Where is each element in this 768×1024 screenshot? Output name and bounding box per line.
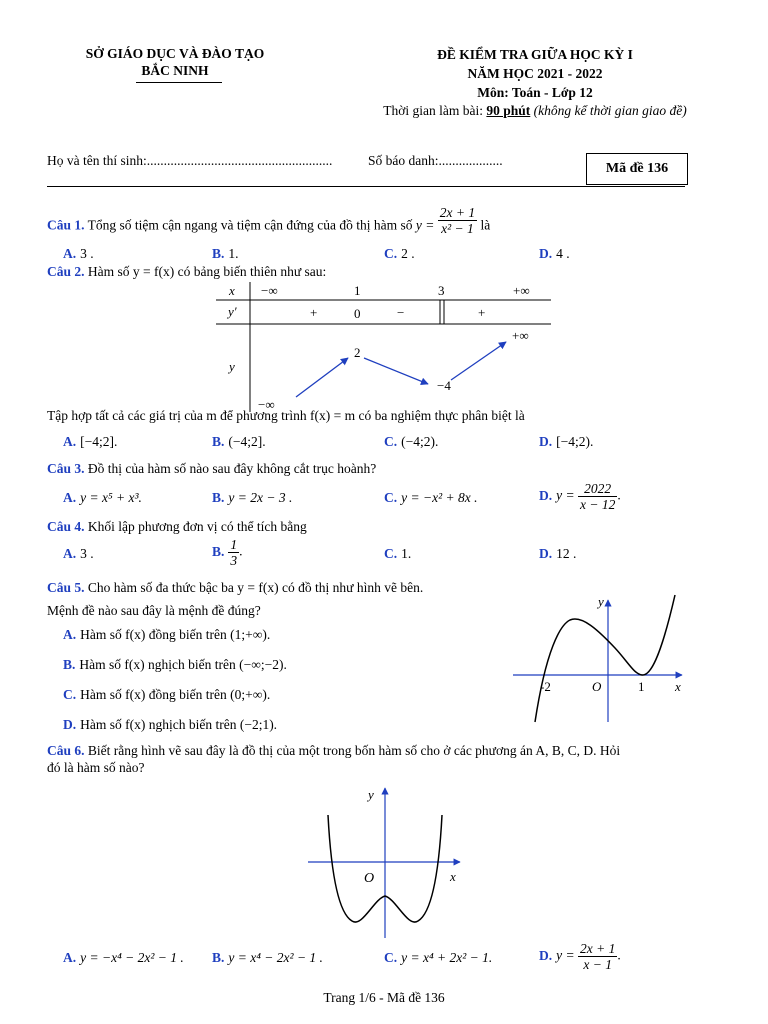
q1-option-d[interactable]: D. 4 .: [539, 246, 570, 261]
table-arrow-down: [364, 358, 428, 384]
q3-option-d[interactable]: D. y = $\frac{2022}{x - 12}$ .: [539, 481, 621, 512]
q1-option-b[interactable]: B. 1.: [212, 246, 239, 261]
page-footer: Trang 1/6 - Mã đề 136: [323, 990, 445, 1005]
quartic-y-label: y: [368, 787, 374, 802]
question-2-prompt: Tập hợp tất cả các giá trị của m để phương trình f(x) = m có ba nghiệm thực phân biệt là: [47, 408, 525, 423]
cubic-curve: [535, 595, 675, 722]
cubic-y-label: y: [598, 594, 604, 609]
question-5: Câu 5. Cho hàm số đa thức bậc ba y = f(x) có đồ thị như hình vẽ bên.: [47, 580, 424, 595]
table-yp-value-1: +: [310, 305, 318, 320]
q3-option-c[interactable]: C. y = −x² + 8x .: [384, 490, 478, 505]
candidate-id-line: Số báo danh:...................: [368, 153, 503, 168]
q4-option-c[interactable]: C. 1.: [384, 546, 412, 561]
q4-option-b[interactable]: B. $\frac{1}{3}$ .: [212, 537, 243, 568]
q5-option-d[interactable]: D. Hàm số f(x) nghịch biến trên (−2;1).: [63, 717, 278, 732]
table-arrow-up-1: [296, 358, 348, 397]
department-name: SỞ GIÁO DỤC VÀ ĐÀO TẠO: [85, 46, 265, 61]
variation-table: [216, 282, 551, 412]
table-x-value-4: +∞: [513, 283, 530, 298]
header-divider: [136, 82, 222, 83]
question-4: Câu 4. Khối lập phương đơn vị có thể tích bằng: [47, 519, 307, 534]
q2-option-a[interactable]: A. [−4;2].: [63, 434, 118, 449]
table-x-value-2: 1: [354, 283, 361, 298]
table-yp-label: y′: [228, 304, 237, 319]
table-y-label: y: [229, 359, 235, 374]
exam-code-box: Mã đề 136: [586, 153, 688, 185]
q6-option-b[interactable]: B. y = x⁴ − 2x² − 1 .: [212, 950, 323, 965]
cubic-tick-neg: -2: [540, 679, 551, 694]
q6-option-c[interactable]: C. y = x⁴ + 2x² − 1.: [384, 950, 493, 965]
time-line: Thời gian làm bài: 90 phút (không kể thời gian giao đề): [383, 103, 687, 118]
question-3: Câu 3. Đồ thị của hàm số nào sau đây không cắt trục hoành?: [47, 461, 377, 476]
q5-option-c[interactable]: C. Hàm số f(x) đồng biến trên (0;+∞).: [63, 687, 271, 702]
q3-option-b[interactable]: B. y = 2x − 3 .: [212, 490, 293, 505]
q5-option-a[interactable]: A. Hàm số f(x) đồng biến trên (1;+∞).: [63, 627, 271, 642]
q6-option-d[interactable]: D. y = $\frac{2x + 1}{x - 1}$ .: [539, 941, 621, 972]
table-yp-value-3: −: [397, 305, 405, 320]
q2-option-b[interactable]: B. (−4;2].: [212, 434, 266, 449]
province-name: BẮC NINH: [141, 63, 209, 78]
candidate-name-line: Họ và tên thí sinh:.......................................................: [47, 153, 333, 168]
candidate-divider: [47, 186, 685, 187]
q5-option-b[interactable]: B. Hàm số f(x) nghịch biến trên (−∞;−2).: [63, 657, 287, 672]
table-x-value-1: −∞: [261, 283, 278, 298]
cubic-graph: [510, 590, 690, 725]
quartic-origin-label: O: [364, 871, 375, 886]
table-yp-value-2: 0: [354, 306, 361, 321]
question-2: Câu 2. Hàm số y = f(x) có bảng biến thiên như sau:: [47, 264, 327, 279]
quartic-x-label: x: [450, 869, 456, 884]
table-y-value-1: −∞: [258, 397, 275, 412]
question-1: Câu 1. Tổng số tiệm cận ngang và tiệm cận đứng của đồ thị hàm số y = $\frac{2x + 1}{\text{x² − 1}}$ là: [47, 205, 491, 236]
q2-option-c[interactable]: C. (−4;2).: [384, 434, 439, 449]
q2-option-d[interactable]: D. [−4;2).: [539, 434, 594, 449]
quartic-graph: [300, 783, 475, 938]
q1-option-a[interactable]: A. 3 .: [63, 246, 94, 261]
table-x-label: x: [229, 283, 235, 298]
q4-option-d[interactable]: D. 12 .: [539, 546, 577, 561]
exam-title: ĐỀ KIỂM TRA GIỮA HỌC KỲ I: [437, 47, 633, 62]
q4-option-a[interactable]: A. 3 .: [63, 546, 94, 561]
question-6: Câu 6. Biết rằng hình vẽ sau đây là đồ thị của một trong bốn hàm số cho ở các phương án A, B, C, D. Hỏi: [47, 743, 621, 758]
question-5-prompt: Mệnh đề nào sau đây là mệnh đề đúng?: [47, 603, 261, 618]
table-y-value-4: +∞: [512, 328, 529, 343]
cubic-tick-pos: 1: [638, 679, 645, 694]
school-year: NĂM HỌC 2021 - 2022: [467, 66, 603, 81]
cubic-origin-label: O: [592, 679, 602, 694]
table-x-value-3: 3: [438, 283, 445, 298]
cubic-x-label: x: [675, 679, 681, 694]
table-y-value-2: 2: [354, 345, 361, 360]
question-6-prompt: đó là hàm số nào?: [47, 760, 145, 775]
subject-line: Môn: Toán - Lớp 12: [477, 85, 593, 100]
table-y-value-3: −4: [437, 378, 451, 393]
q3-option-a[interactable]: A. y = x⁵ + x³.: [63, 490, 142, 505]
q1-option-c[interactable]: C. 2 .: [384, 246, 415, 261]
table-yp-value-4: +: [478, 305, 486, 320]
q6-option-a[interactable]: A. y = −x⁴ − 2x² − 1 .: [63, 950, 184, 965]
table-arrow-up-2: [451, 342, 506, 380]
